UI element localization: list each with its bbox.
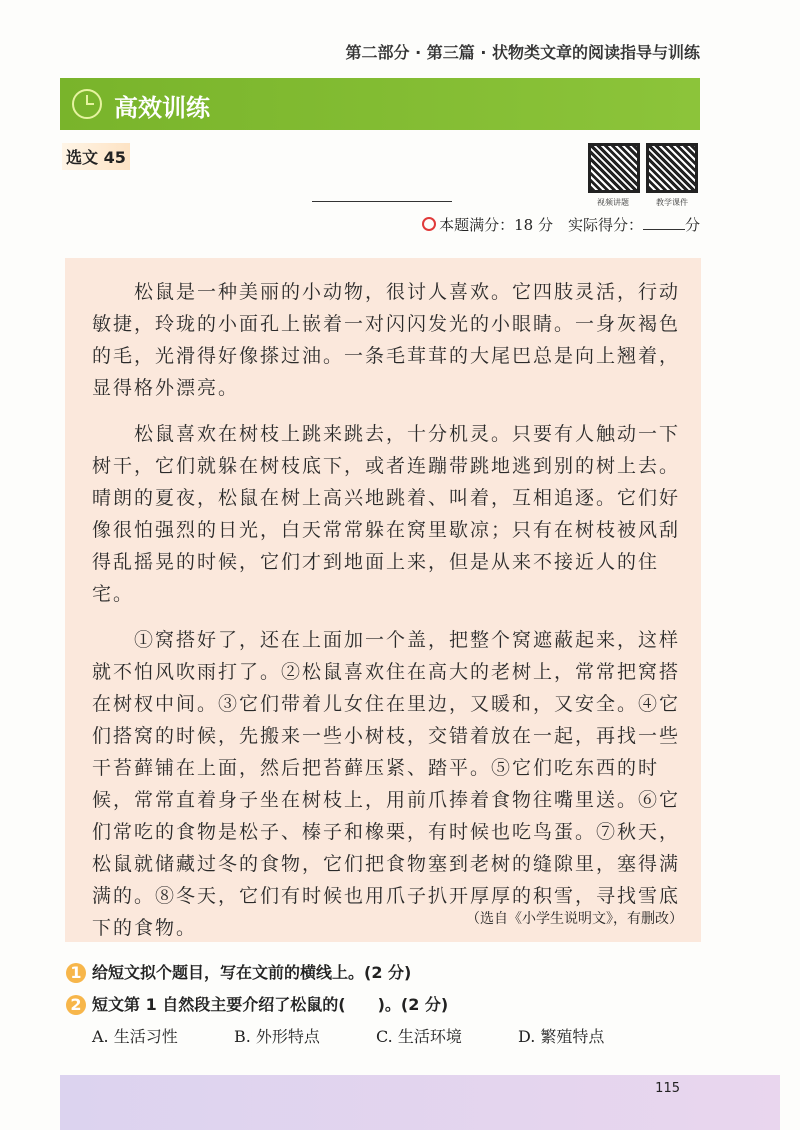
- banner-title: 高效训练: [114, 94, 210, 122]
- passage-source: （选自《小学生说明文》，有删改）: [466, 911, 683, 927]
- full-score: 本题满分：18 分: [439, 216, 553, 234]
- question-number: 2: [66, 995, 86, 1015]
- footer-band: [60, 1075, 780, 1130]
- qr-code-courseware[interactable]: [646, 143, 698, 193]
- question-2: [66, 992, 448, 1015]
- qr-label: 视频讲题: [597, 198, 629, 207]
- score-unit: 分: [684, 216, 700, 234]
- paragraph: ①窝搭好了，还在上面加一个盖，把整个窝遮蔽起来，这样就不怕风吹雨打了。②松鼠喜欢住在高大的老树上，常常把窝搭在树杈中间。③它们带着儿女住在里边，又暖和，又安全。④它们搭窝的时候，先搬来一些小树枝，交错着放在一起，再找一些干苔藓铺在上面，然后把苔藓压紧、踏平。⑤它们吃东西的时候，常常直着身子坐在树枝上，用前爪捧着食物往嘴里送。⑥它们常吃的食物是松子、榛子和橡栗，有时候也吃鸟蛋。⑦秋天，松鼠就储藏过冬的食物，它们把食物塞到老树的缝隙里，塞得满满的。⑧冬天，它们有时候也用爪子扒开厚厚的积雪，寻找雪底下的食物。: [92, 629, 681, 939]
- actual-score-label: 实际得分：: [567, 216, 643, 234]
- title-blank-line[interactable]: [312, 201, 452, 202]
- question-1: [66, 960, 411, 983]
- qr-label: 教学课件: [656, 198, 688, 207]
- section-banner: [60, 78, 700, 130]
- paragraph: 松鼠是一种美丽的小动物，很讨人喜欢。它四肢灵活，行动敏捷，玲珑的小面孔上嵌着一对闪闪发光的小眼睛。一身灰褐色的毛，光滑得好像搽过油。一条毛茸茸的大尾巴总是向上翘着，显得格外漂亮。: [92, 281, 681, 399]
- page-number: 115: [655, 1081, 680, 1096]
- option-b[interactable]: B. 外形特点: [234, 1027, 320, 1046]
- clock-icon: [422, 217, 436, 231]
- paragraph: 松鼠喜欢在树枝上跳来跳去，十分机灵。只要有人触动一下树干，它们就躲在树枝底下，或者连蹦带跳地逃到别的树上去。晴朗的夏夜，松鼠在树上高兴地跳着、叫着，互相追逐。它们好像很怕强烈的日光，白天常常躲在窝里歇凉；只有在树枝被风刮得乱摇晃的时候，它们才到地面上来，但是从来不接近人的住宅。: [92, 423, 681, 605]
- option-d[interactable]: D. 繁殖特点: [518, 1027, 605, 1046]
- actual-score-blank[interactable]: [643, 229, 685, 230]
- question-number: 1: [66, 963, 86, 983]
- qr-code-video[interactable]: [588, 143, 640, 193]
- score-line: [422, 214, 700, 235]
- option-a[interactable]: A. 生活习性: [92, 1027, 178, 1046]
- option-c[interactable]: C. 生活环境: [376, 1027, 462, 1046]
- clock-icon: [72, 89, 102, 119]
- question-2-options: [92, 1024, 660, 1047]
- selection-label: 选文 45: [62, 143, 130, 170]
- question-text: 给短文拟个题目，写在文前的横线上。(2 分): [92, 963, 412, 982]
- running-header: 第二部分 · 第三篇 · 状物类文章的阅读指导与训练: [345, 43, 700, 62]
- question-text: 短文第 1 自然段主要介绍了松鼠的( )。(2 分): [92, 995, 449, 1014]
- passage-box: [65, 258, 701, 942]
